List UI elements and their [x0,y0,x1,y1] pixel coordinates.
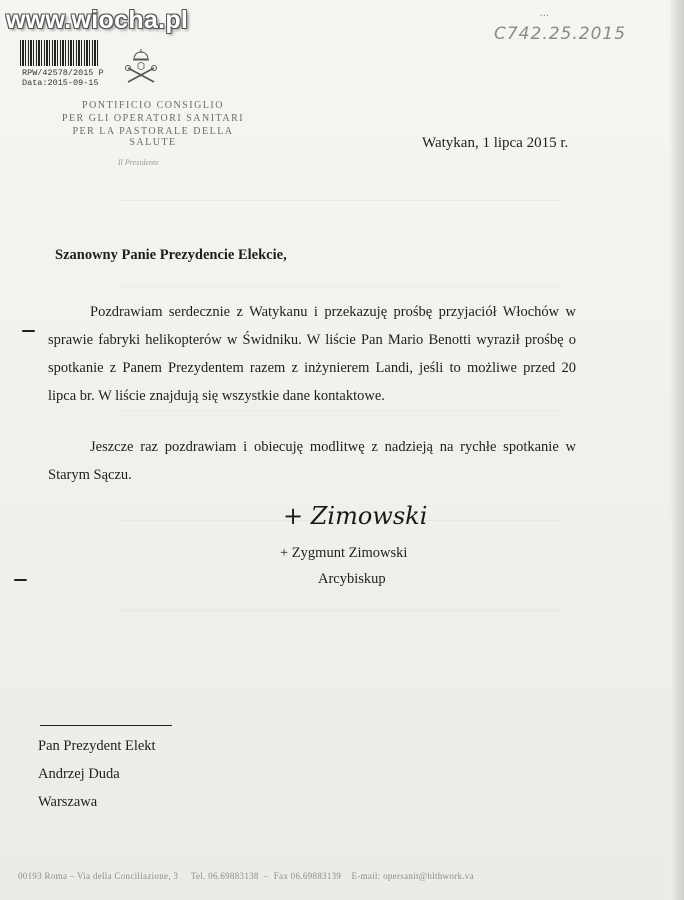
recipient-line-2: Andrzej Duda [38,766,120,782]
body-paragraph-2: Jeszcze raz pozdrawiam i obiecuję modlitwę z nadzieją na rychłe spotkanie w Starym Sączu. [48,439,576,483]
letter-date: Watykan, 1 lipca 2015 r. [422,135,569,151]
registration-number: RPW/42578/2015 P [22,68,104,78]
footer-address: 00193 Roma – Via della Conciliazione, 3 [18,871,179,881]
letterhead-line-3: PER LA PASTORALE DELLA SALUTE [72,126,234,148]
fold-mark [22,330,35,332]
footer-fax: Fax 06.69883139 [273,871,342,881]
handwritten-mark-top: ... [540,8,550,19]
letterhead-office: Il Presidente [118,158,159,167]
site-watermark: www.wiocha.pl [6,6,189,34]
recipient-divider [40,725,172,726]
fold-mark [14,579,27,581]
registration-date: Data:2015-09-15 [22,78,99,88]
letterhead-line-1: PONTIFICIO CONSIGLIO [82,100,224,111]
show-through-line [120,410,560,411]
signature-text: + Zimowski [283,502,428,530]
footer-contact: 00193 Roma – Via della Conciliazione, 3 Tel. 06.69883138 – Fax 06.69883139 E-mail: opersanit@hlthwork.va [18,871,474,881]
papal-crest-icon [120,48,162,90]
recipient-line-3: Warszawa [38,794,98,810]
show-through-line [120,286,560,287]
signatory-title: Arcybiskup [318,571,386,587]
show-through-line [120,200,560,201]
footer-tel: Tel. 06.69883138 [190,871,259,881]
recipient-line-1: Pan Prezydent Elekt [38,738,156,754]
paper-edge-shadow [670,0,684,900]
handwritten-reference: C742.25.2015 [494,24,627,44]
letterhead-line-2: PER GLI OPERATORI SANITARI [61,113,245,124]
body-paragraph-1: Pozdrawiam serdecznie z Watykanu i przekazuję prośbę przyjaciół Włochów w sprawie fabryki helikopterów w Świdniku. W liście Pan Mario Benotti wyraził prośbę o spotkanie z Panem Prezydentem razem z inżynierem Landi, jeśli to możliwe przed 20 lipca br. W liście znajdują się wszystkie dane kontaktowe. [48,304,576,404]
salutation: Szanowny Panie Prezydencie Elekcie, [55,247,287,263]
signatory-name: + Zygmunt Zimowski [280,545,408,561]
show-through-line [120,610,560,611]
footer-email: E-mail: opersanit@hlthwork.va [351,871,474,881]
handwritten-signature [283,482,473,542]
barcode-icon [20,40,100,66]
